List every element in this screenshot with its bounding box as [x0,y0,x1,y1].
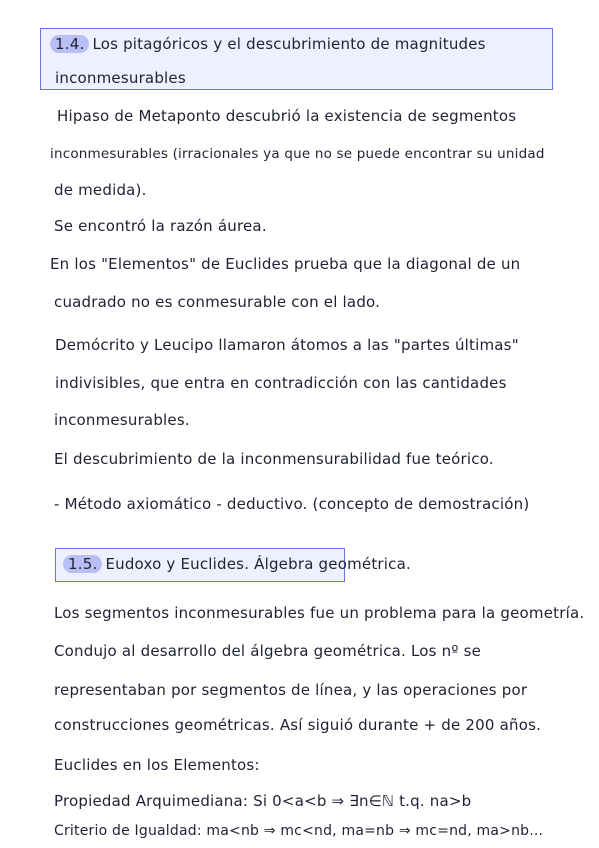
section-title-continuation: inconmesurables [55,69,186,87]
body-line: El descubrimiento de la inconmensurabilidad fue teórico. [54,450,494,468]
body-line: inconmesurables (irracionales ya que no se puede encontrar su unidad [50,146,545,162]
body-line: Euclides en los Elementos: [54,756,260,774]
body-line: representaban por segmentos de línea, y las operaciones por [54,681,528,699]
section-title-text: Eudoxo y Euclides. Álgebra geométrica. [105,555,411,573]
section-title-text: Los pitagóricos y el descubrimiento de magnitudes [92,35,486,53]
body-line: inconmesurables. [54,411,190,429]
section-number-badge: 1.4. [50,35,89,53]
body-line: Demócrito y Leucipo llamaron átomos a las "partes últimas" [55,336,519,354]
body-line: indivisibles, que entra en contradicción con las cantidades [55,374,507,392]
section-title [63,555,411,573]
section-number-badge: 1.5. [63,555,102,573]
body-line: Propiedad Arquimediana: Si 0<a<b ⇒ ∃n∈ℕ t.q. na>b [54,792,472,810]
body-line: de medida). [54,181,147,199]
body-line: - Método axiomático - deductivo. (concepto de demostración) [54,495,530,513]
body-line: cuadrado no es conmesurable con el lado. [54,293,381,311]
body-line: Se encontró la razón áurea. [54,217,267,235]
body-line: Criterio de Igualdad: ma<nb ⇒ mc<nd, ma=nb ⇒ mc=nd, ma>nb... [54,823,544,839]
body-line: construcciones geométricas. Así siguió durante + de 200 años. [54,716,542,734]
section-title [50,35,486,53]
body-line: Hipaso de Metaponto descubrió la existencia de segmentos [57,107,517,125]
body-line: Los segmentos inconmesurables fue un problema para la geometría. [54,604,585,622]
body-line: En los "Elementos" de Euclides prueba que la diagonal de un [50,255,521,273]
body-line: Condujo al desarrollo del álgebra geométrica. Los nº se [54,642,482,660]
